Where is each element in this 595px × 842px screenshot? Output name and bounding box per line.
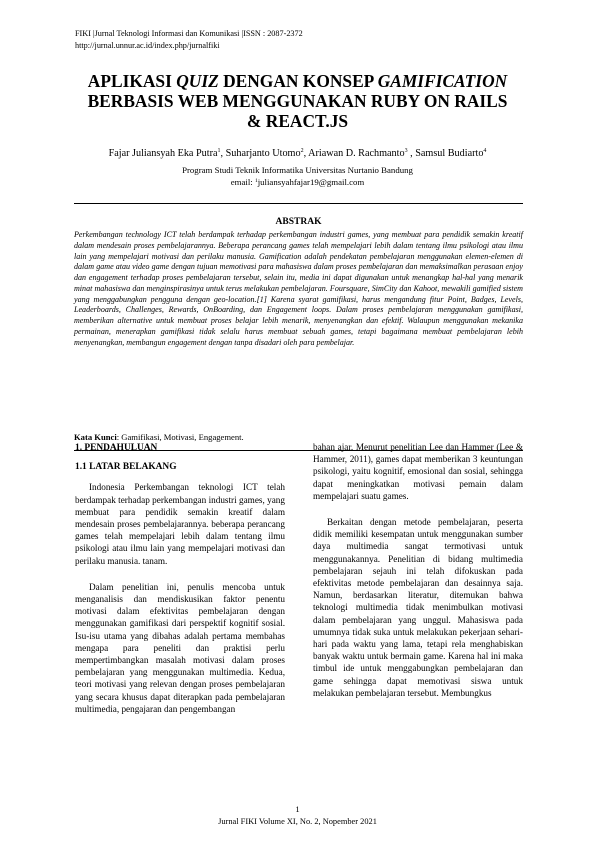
right-column	[313, 441, 523, 699]
abstract-text: Perkembangan technology ICT telah berdampak terhadap perkembangan industri games, yang membuat para pendidik semakin kreatif dalam mendesain proses pembelajarannya. Beberapa perancang games telah mempelajari lebih dalam tentang ilmu psikologi atau ilmu lain yang mempelajari motivasi dan perilaku manusia. Gamification adalah pendekatan pembelajaran menggunakan elemen-elemen di dalam game atau video game dengan tujuan memotivasi para mahasiswa dalam proses pembelajaran dan memaksimalkan perasaan enjoy dan engagement terhadap proses pembelajaran tersebut, selain itu, media ini dapat digunakan untuk menangkap hal-hal yang menarik minat mahasiswa dan menginspirasinya untuk terus melakukan pembelajaran. Foursquare, SimCity dan Kahoot, mewakili gamified sistem yang menggabungkan pengguna dengan geo-location.[1] Karena syarat gamifikasi, harus mengandung fitur Point, Badges, Levels, Leaderboards, Challenges, Rewards, OnBoarding, dan Engagement loops. Dalam proses pembelajaran menggunakan gamifikasi, memberikan alternative untuk membuat proses belajar lebih menarik, menyenangkan dan efektif. Walaupun menggunakan mekanika permainan, menerapkan gamifikasi tidak selalu harus membuat sebuah games, tetapi bagaimana membuat pembelajaran lebih menyenangkan, membangun engagement dengan tanpa disadari oleh para pembelajar.	[74, 230, 523, 347]
institution: Program Studi Teknik Informatika Universitas Nurtanio Bandung	[182, 165, 413, 175]
journal-issn-line: FIKI |Jurnal Teknologi Informasi dan Komunikasi |ISSN : 2087-2372	[75, 29, 303, 38]
title-line-2: BERBASIS WEB MENGGUNAKAN RUBY ON RAILS	[87, 91, 508, 111]
author-list: Fajar Juliansyah Eka Putra$^1$, Suharjanto Utomo$^2$, Ariawan D. Rachmanto$^3$ , Samsul Budiarto$^4$	[108, 148, 487, 159]
body-paragraph: bahan ajar. Menurut penelitian Lee dan Hammer (Lee & Hammer, 2011), games dapat memberikan 3 keuntungan psikologi, yaitu kognitif, emosional dan sosial, sehingga dapat meningkatkan motivasi pemain dalam mempelajari suatu games.	[313, 442, 523, 501]
keywords-text: : Gamifikasi, Motivasi, Engagement.	[116, 432, 244, 442]
left-column	[75, 442, 285, 715]
body-paragraph: Dalam penelitian ini, penulis mencoba untuk menganalisis dan mendiskusikan faktor penentu motivasi dalam efektivitas pembelajaran dengan menggunakan gamifikasi dari perspektif kognitif sosial. Isu-isu utama yang dibahas adalah pertama membahas mengapa para peneliti dan praktisi perlu mempertimbangkan masalah motivasi dalam proses pembelajaran yang menggunakan multimedia. Kedua, teori motivasi yang relevan dengan proses pembelajaran yang secara khusus dapat diterapkan pada pembelajaran multimedia, pengajaran dan pengembangan	[75, 581, 285, 714]
paper-title	[60, 71, 535, 131]
email-address[interactable]: juliansyahfajar19@gmail.com	[257, 177, 365, 187]
running-header	[75, 28, 303, 52]
section-heading-pendahuluan: 1. PENDAHULUAN	[75, 443, 158, 453]
abstract-heading: ABSTRAK	[275, 217, 322, 227]
title-line-3: & REACT.JS	[246, 111, 349, 131]
title-line-1: APLIKASI QUIZ DENGAN KONSEP GAMIFICATION	[87, 71, 508, 91]
journal-url[interactable]: http://jurnal.unnur.ac.id/index.php/jurnalfiki	[75, 41, 220, 50]
journal-footer: Jurnal FIKI Volume XI, No. 2, Nopember 2021	[218, 817, 377, 826]
page-number: 1	[295, 804, 300, 814]
keywords-label: Kata Kunci	[74, 432, 117, 442]
body-paragraph: Indonesia Perkembangan teknologi ICT telah berdampak terhadap perkembangan industri games, yang membuat para pendidik semakin kreatif dalam mendesain proses pembelajarannya. beberapa perancang games telah mempelajari lebih dalam tentang ilmu psikologi atau ilmu lain yang mempelajari motivasi dan perilaku manusia. tanam.	[75, 482, 285, 566]
keywords	[74, 432, 244, 442]
body-paragraph: Berkaitan dengan metode pembelajaran, peserta didik memiliki kesempatan untuk menggunakan sumber daya multimedia sangat termotivasi untuk menggunakannya. Penelitian di bidang multimedia pembelajaran sejauh ini telah difokuskan pada efektivitas metode pembelajaran dan desainnya saja. Namun, berdasarkan literatur, ditemukan bahwa teknologi multimedia tidak menimbulkan motivasi dalam pembelajaran yang unggul. Mahasiswa pada umumnya tidak suka untuk melakukan pekerjaan sehari-hari pada waktu yang lama, tetapi rela menghabiskan banyak waktu untuk bermain game. Karena hal ini maka timbul ide untuk menggabungkan pembelajaran dan game sehingga dapat memotivasi siswa untuk melakukan pembelajaran tersebut. Membungkus	[313, 517, 523, 698]
divider-top	[74, 203, 523, 204]
author-email: email: $^1$juliansyahfajar19@gmail.com	[230, 177, 365, 187]
subsection-heading-latar-belakang: 1.1 LATAR BELAKANG	[75, 462, 177, 473]
